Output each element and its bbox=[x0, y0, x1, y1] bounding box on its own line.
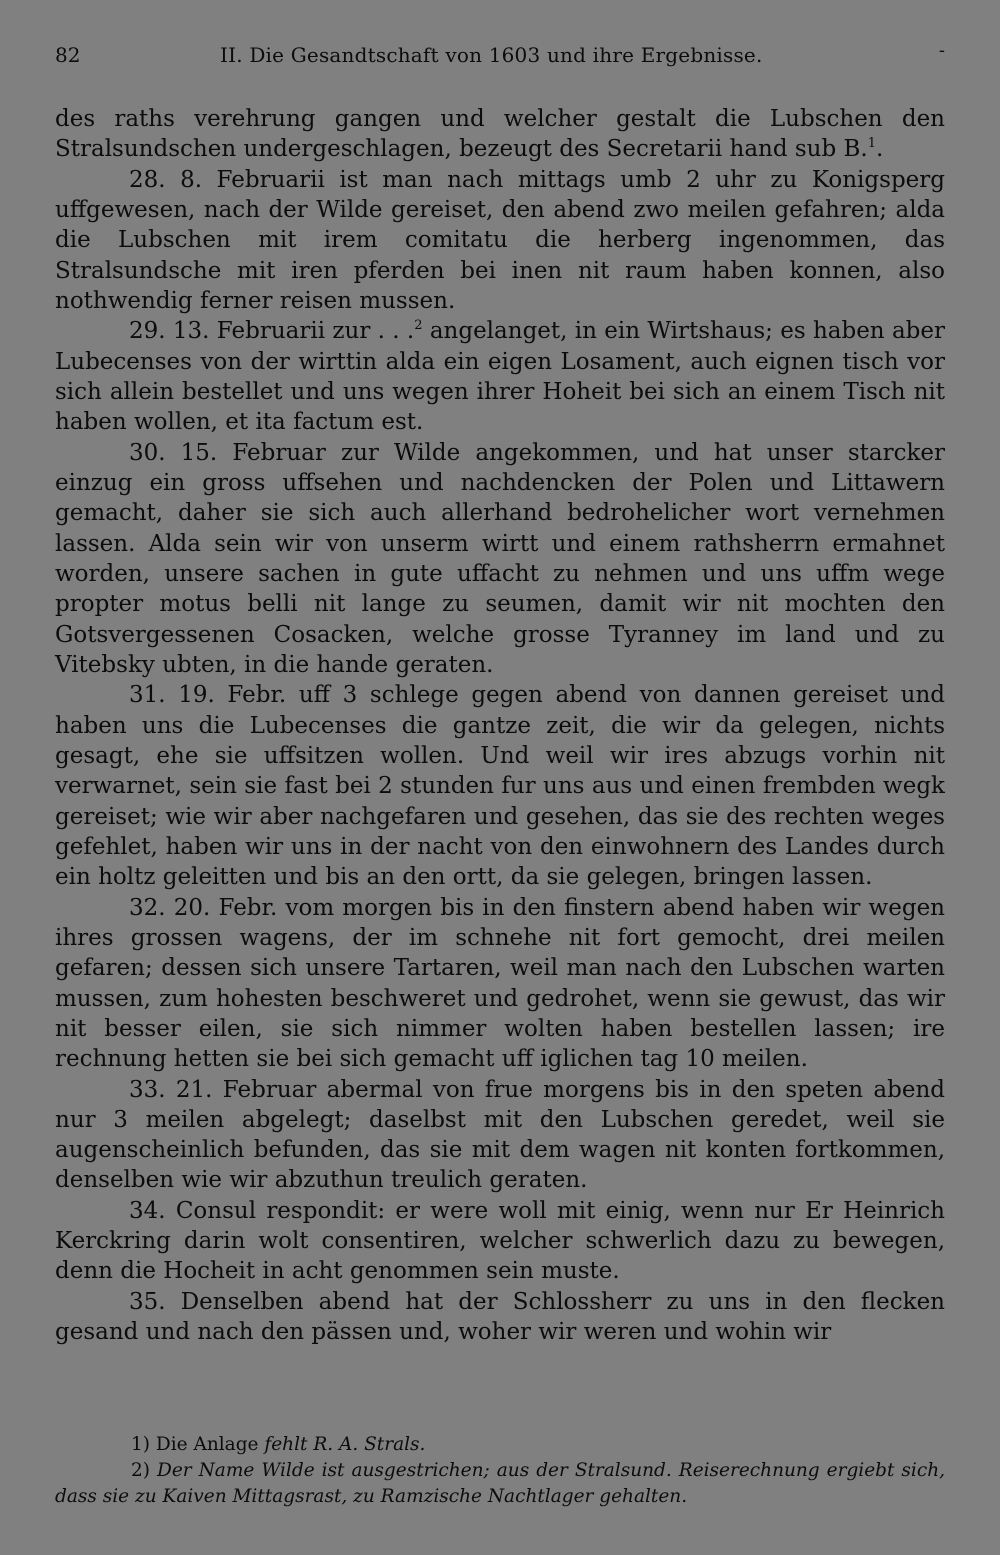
paragraph-continuation bbox=[55, 104, 945, 165]
footnote-2 bbox=[55, 1458, 945, 1510]
paragraph-text: 29. 13. Februarii zur . . . bbox=[129, 318, 415, 345]
paragraph-text: 34. Consul respondit: er were woll mit einig, wenn nur Er Heinrich Kerckring darin wolt consentiren, welcher schwerlich dazu zu bewegen, denn die Hocheit in acht genommen sein muste. bbox=[55, 1197, 945, 1285]
page-number: 82 bbox=[55, 43, 81, 67]
paragraph-text: 33. 21. Februar abermal von frue morgens bis in den speten abend nur 3 meilen abgelegt; daselbst mit den Lubschen geredet, weil sie augenscheinlich befunden, das sie mit dem wagen nit konten fortkommen, denselben wie wir abzuthun treulich geraten. bbox=[55, 1076, 945, 1194]
footnote-number: 1) bbox=[131, 1434, 150, 1455]
footnote-ref: 2 bbox=[414, 318, 423, 334]
running-title: II. Die Gesandtschaft von 1603 und ihre Ergebnisse. bbox=[220, 43, 763, 67]
paragraph-text-tail: angelanget, in ein Wirtshaus; es haben aber Lubecenses von der wirttin alda ein eigen Losament, auch eignen tisch vor sich allein bestellet und uns wegen ihrer Hoheit bei sich an einem Tisch nit haben wollen, et ita factum est. bbox=[55, 318, 945, 436]
body-text bbox=[55, 104, 945, 1347]
footnote-ref: 1 bbox=[867, 136, 877, 152]
paragraph-33 bbox=[55, 1075, 945, 1196]
corner-mark: - bbox=[938, 40, 945, 61]
paragraph-28 bbox=[55, 165, 945, 317]
paragraph-35 bbox=[55, 1287, 945, 1348]
paragraph-30 bbox=[55, 438, 945, 681]
paragraph-31 bbox=[55, 680, 945, 892]
page-header bbox=[55, 38, 945, 72]
paragraph-text: 28. 8. Februarii ist man nach mittags umb 2 uhr zu Konigsperg uffgewesen, nach der Wilde gereiset, den abend zwo meilen gefahren; alda die Lubschen mit irem comitatu die herberg ingenommen, das Stralsundsche mit iren pferden bei inen nit raum haben konnen, also nothwendig ferner reisen mussen. bbox=[55, 166, 945, 314]
paragraph-text: 31. 19. Febr. uff 3 schlege gegen abend von dannen gereiset und haben uns die Lubecenses die gantze zeit, die wir da gelegen, nichts gesagt, ehe sie uffsitzen wollen. Und weil wir ires abzugs vorhin nit verwarnet, sein sie fast bei 2 stunden fur uns aus und einen frembden wegk gereiset; wie wir aber nachgefaren und gesehen, das sie des rechten weges gefehlet, haben wir uns in der nacht von den einwohnern des Landes durch ein holtz geleitten und bis an den ortt, da sie gelegen, bringen lassen. bbox=[55, 682, 945, 891]
paragraph-29 bbox=[55, 316, 945, 437]
footnote-1 bbox=[55, 1432, 945, 1458]
paragraph-text: 35. Denselben abend hat der Schlossherr zu uns in den flecken gesand und nach den pässen und, woher wir weren und wohin wir bbox=[55, 1288, 945, 1346]
paragraph-text: 30. 15. Februar zur Wilde angekommen, und hat unser starcker einzug ein gross uffsehen und nachdencken der Polen und Littawern gemacht, daher sie sich auch allerhand bedroheliсher wort vernehmen lassen. Alda sein wir von unserm wirtt und einem rathsherrn ermahnet worden, unsere sachen in gute uffacht zu nehmen und uns uffm wege propter motus belli nit lange zu seumen, damit wir nit mochten den Gotsvergessenen Cosacken, welche grosse Tyranney im land und zu Vitebsky ubten, in die hande geraten. bbox=[55, 439, 945, 678]
footnote-text: Die Anlage bbox=[155, 1434, 259, 1455]
footnotes bbox=[55, 1432, 945, 1510]
paragraph-text-tail: . bbox=[876, 136, 884, 163]
paragraph-text: des raths verehrung gangen und welcher gestalt die Lubschen den Stralsundschen undergeschlagen, bezeugt des Secretarii hand sub B. bbox=[55, 106, 945, 163]
paragraph-34 bbox=[55, 1196, 945, 1287]
footnote-italic-text: Der Name Wilde ist ausgestrichen; aus der Stralsund. Reiserechnung ergiebt sich, dass sie zu Kaiven Mittagsrast, zu Ramzische Nachtlager gehalten. bbox=[55, 1460, 945, 1507]
footnote-italic-text: fehlt R. A. Strals. bbox=[264, 1434, 426, 1455]
paragraph-32 bbox=[55, 893, 945, 1075]
paragraph-text: 32. 20. Febr. vom morgen bis in den finstern abend haben wir wegen ihres grossen wagens, der im schnehe nit fort gemocht, drei meilen gefaren; dessen sich unsere Tartaren, weil man nach den Lubschen warten mussen, zum hohesten beschweret und gedrohet, wenn sie gewust, das wir nit besser eilen, sie sich nimmer wolten haben bestellen lassen; ire rechnung hetten sie bei sich gemacht uff iglichen tag 10 meilen. bbox=[55, 894, 945, 1073]
footnote-number: 2) bbox=[131, 1460, 150, 1481]
